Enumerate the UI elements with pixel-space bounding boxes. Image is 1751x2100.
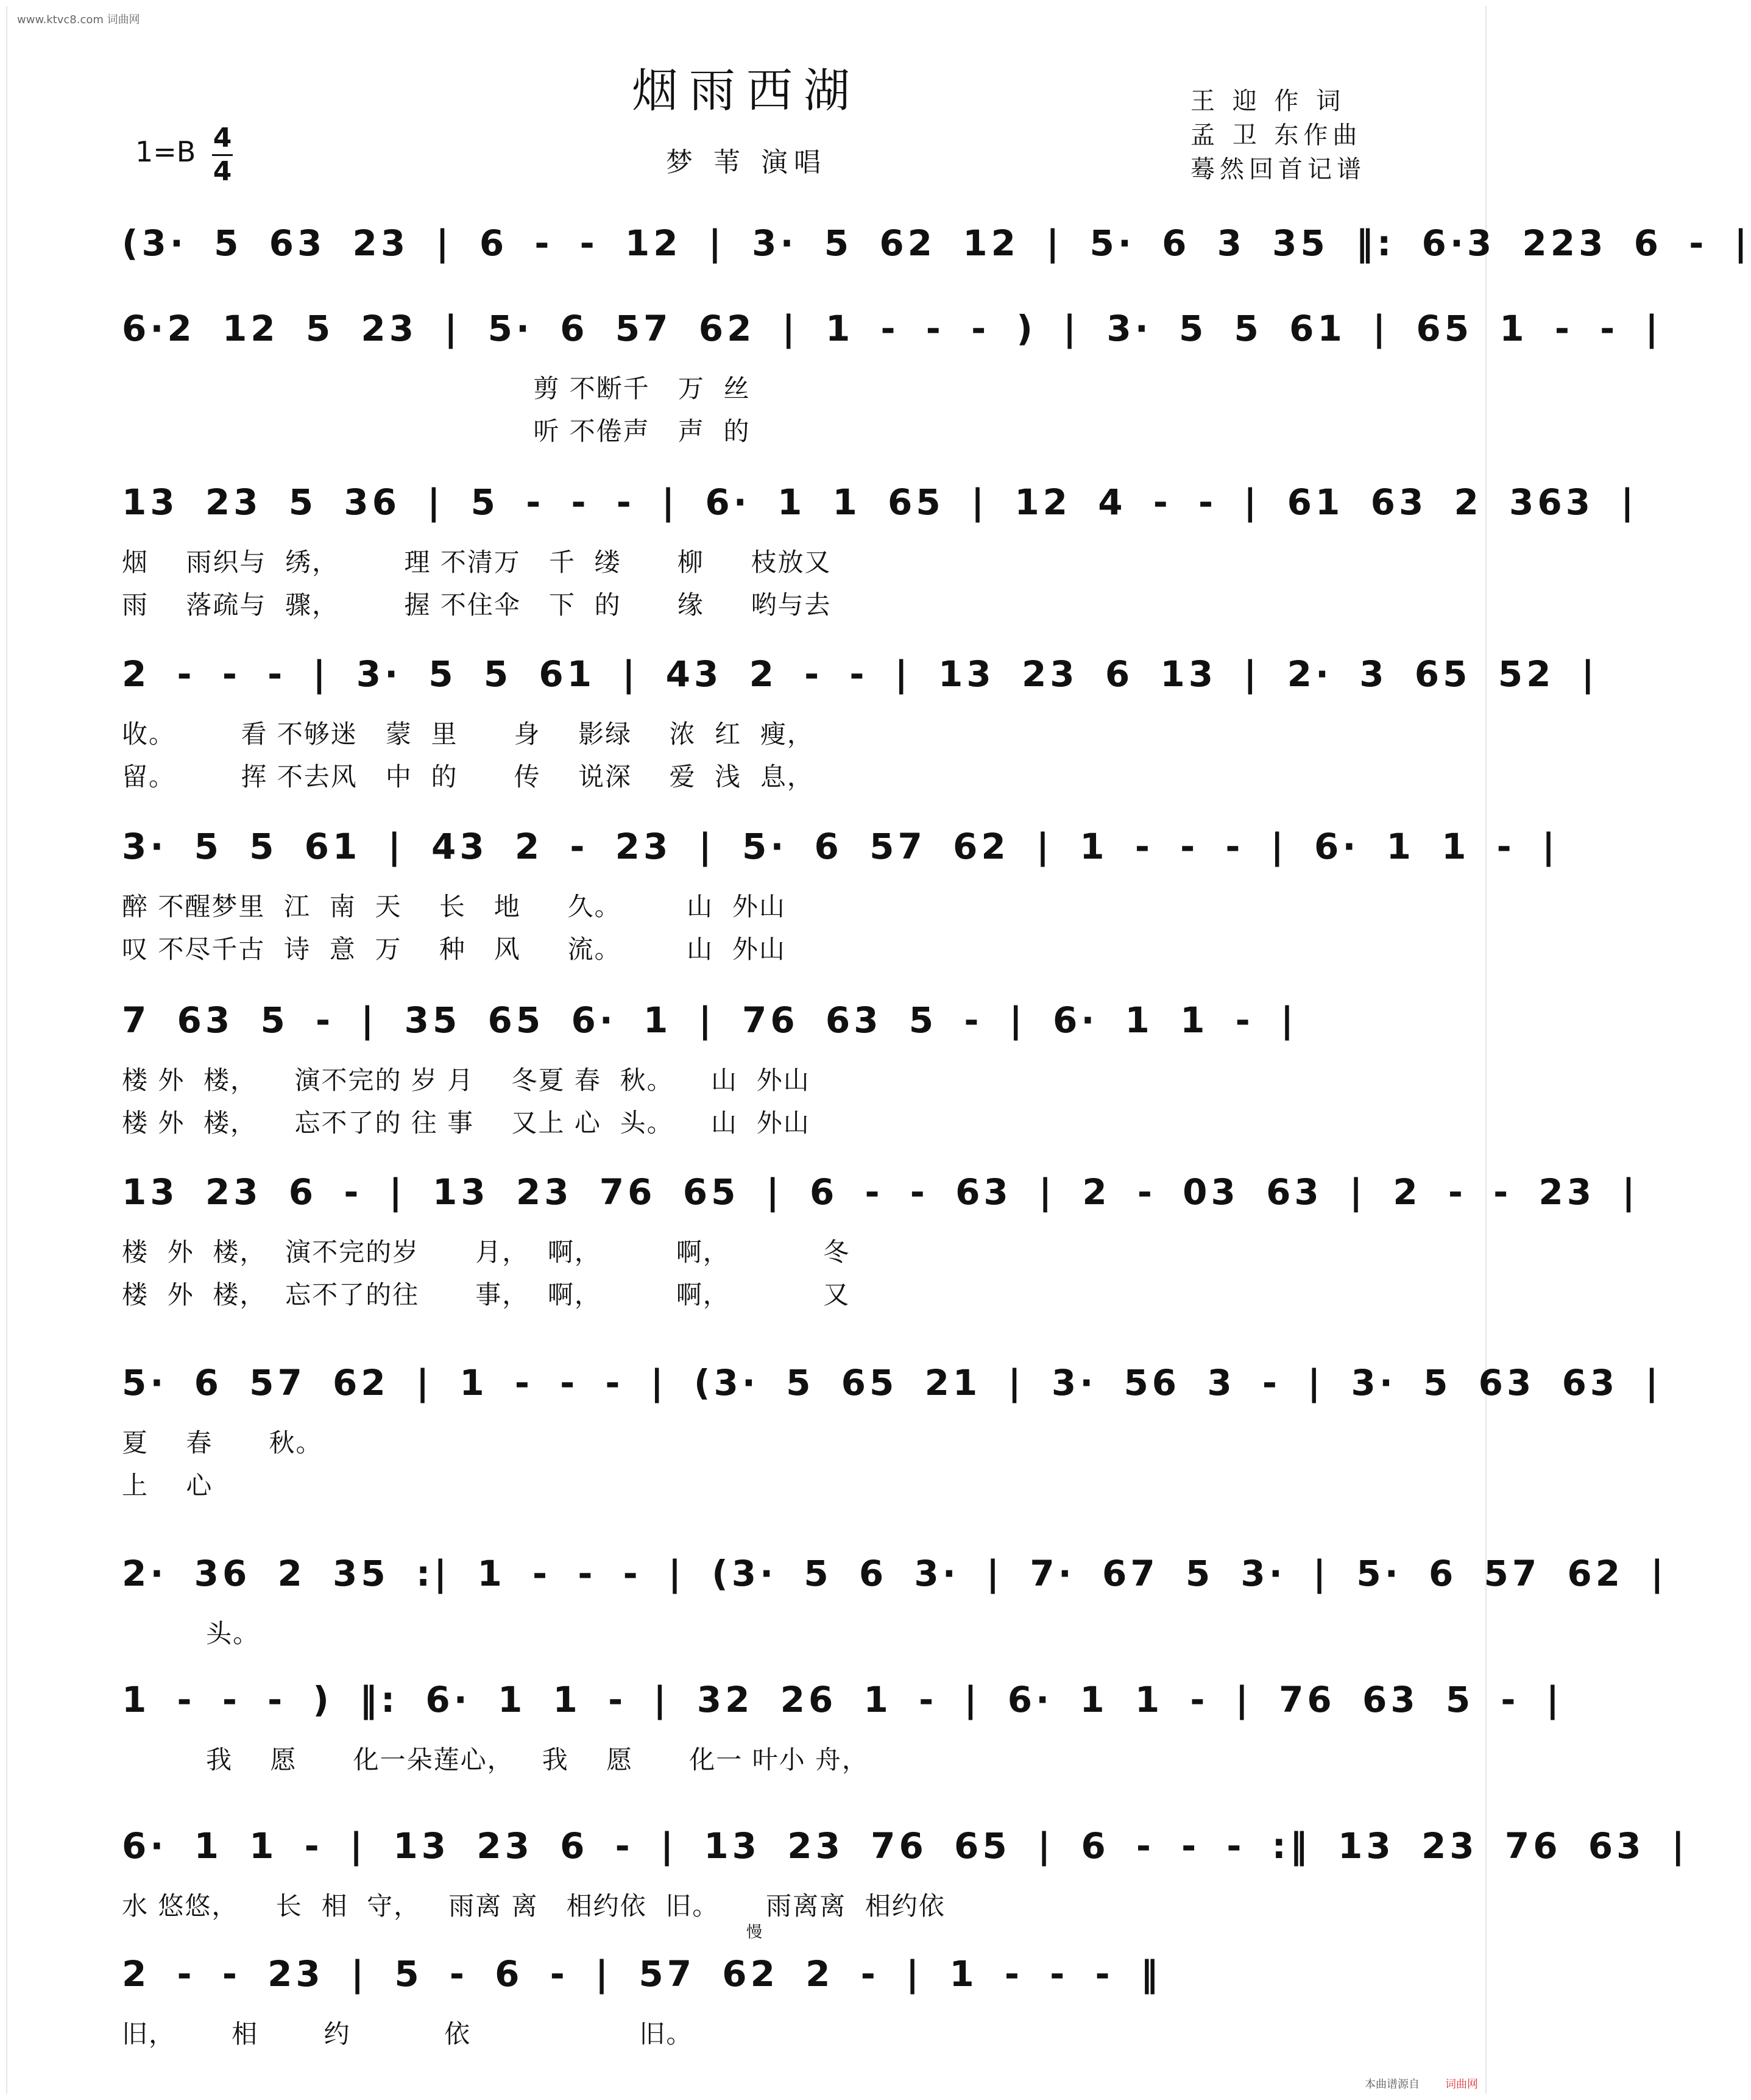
notation-line: 2· 36 2 35 :| 1 - - - | (3· 5 6 3· | 7· 67 5 3· | 5· 6 57 62 | [122,1553,1668,1594]
lyric-verse-2: 雨 落疏与 骤， 握 不住伞 下 的 缘 哟与去 [122,590,832,620]
lyric-verse-1: 收。 看 不够迷 蒙 里 身 影绿 浓 红 瘦， [122,719,814,749]
lyric-verse-1: 剪 不断千 万 丝 [122,374,751,403]
key-signature: 1=B [135,135,196,168]
time-top: 4 [213,122,232,154]
notation-line: 7 63 5 - | 35 65 6· 1 | 76 63 5 - | 6· 1 1 - | [122,999,1298,1041]
notation-line: 6· 1 1 - | 13 23 6 - | 13 23 76 65 | 6 - - - :‖ 13 23 76 63 | [122,1825,1688,1867]
notation-line: (3· 5 63 23 | 6 - - 12 | 3· 5 62 12 | 5· 6 3 35 ‖: 6·3 223 6 - | [122,222,1751,264]
composer: 孟 卫 东作曲 [1190,121,1362,149]
notation-line: 13 23 5 36 | 5 - - - | 6· 1 1 65 | 12 4 - - | 61 63 2 363 | [122,481,1638,523]
lyric-verse-1: 夏 春 秋。 [122,1428,323,1458]
notation-line: 2 - - - | 3· 5 5 61 | 43 2 - - | 13 23 6 13 | 2· 3 65 52 | [122,653,1598,695]
lyric-verse-1: 楼 外 楼， 演不完的 岁 月 冬夏 春 秋。 山 外山 [122,1065,810,1095]
lyricist: 王 迎 作 词 [1190,87,1346,115]
song-title: 烟雨西湖 [632,63,861,118]
lyric-verse-2: 叹 不尽千古 诗 意 万 种 风 流。 山 外山 [122,934,786,964]
lyric-verse-1: 头。 [122,1619,260,1648]
footer-site: 词曲网 [1445,2078,1478,2091]
lyric-verse-2: 留。 挥 不去风 中 的 传 说深 爱 浅 息， [122,762,814,792]
lyric-verse-1: 楼 外 楼， 演不完的岁 月， 啊， 啊， 冬 [122,1237,851,1267]
site-watermark: www.ktvc8.com 词曲网 [17,13,140,26]
time-bottom: 4 [213,156,232,187]
lyric-verse-1: 旧， 相 约 依 旧。 [122,2019,693,2049]
lyric-verse-1: 醉 不醒梦里 江 南 天 长 地 久。 山 外山 [122,892,786,921]
tempo-mark: 慢 [746,1923,763,1942]
singer-line: 梦 苇 演唱 [666,147,827,178]
lyric-verse-2: 上 心 [122,1470,213,1500]
lyric-verse-1: 烟 雨织与 绣， 理 不清万 千 缕 柳 枝放又 [122,547,832,577]
lyric-verse-2: 听 不倦声 声 的 [122,416,751,446]
lyric-verse-1: 我 愿 化一朵莲心， 我 愿 化一 叶小 舟， [122,1745,869,1775]
notation-line: 6·2 12 5 23 | 5· 6 57 62 | 1 - - - ) | 3· 5 5 61 | 65 1 - - | [122,308,1662,349]
lyric-verse-2: 楼 外 楼， 忘不了的 往 事 又上 心 头。 山 外山 [122,1108,810,1138]
transcriber: 蓦然回首记谱 [1190,155,1366,183]
footer-source: 本曲谱源自 [1365,2078,1420,2091]
notation-line: 13 23 6 - | 13 23 76 65 | 6 - - 63 | 2 - 03 63 | 2 - - 23 | [122,1171,1639,1213]
notation-line: 5· 6 57 62 | 1 - - - | (3· 5 65 21 | 3· 56 3 - | 3· 5 63 63 | [122,1362,1662,1403]
notation-line: 1 - - - ) ‖: 6· 1 1 - | 32 26 1 - | 6· 1 1 - | 76 63 5 - | [122,1679,1563,1720]
lyric-verse-2: 楼 外 楼， 忘不了的往 事， 啊， 啊， 又 [122,1280,851,1310]
notation-line: 3· 5 5 61 | 43 2 - 23 | 5· 6 57 62 | 1 - - - | 6· 1 1 - | [122,826,1559,867]
lyric-verse-1: 水 悠悠， 长 相 守， 雨离 离 相约依 旧。 雨离离 相约依 [122,1891,946,1921]
notation-line: 2 - - 23 | 5 - 6 - | 57 62 2 - | 1 - - - ‖ [122,1953,1162,1995]
